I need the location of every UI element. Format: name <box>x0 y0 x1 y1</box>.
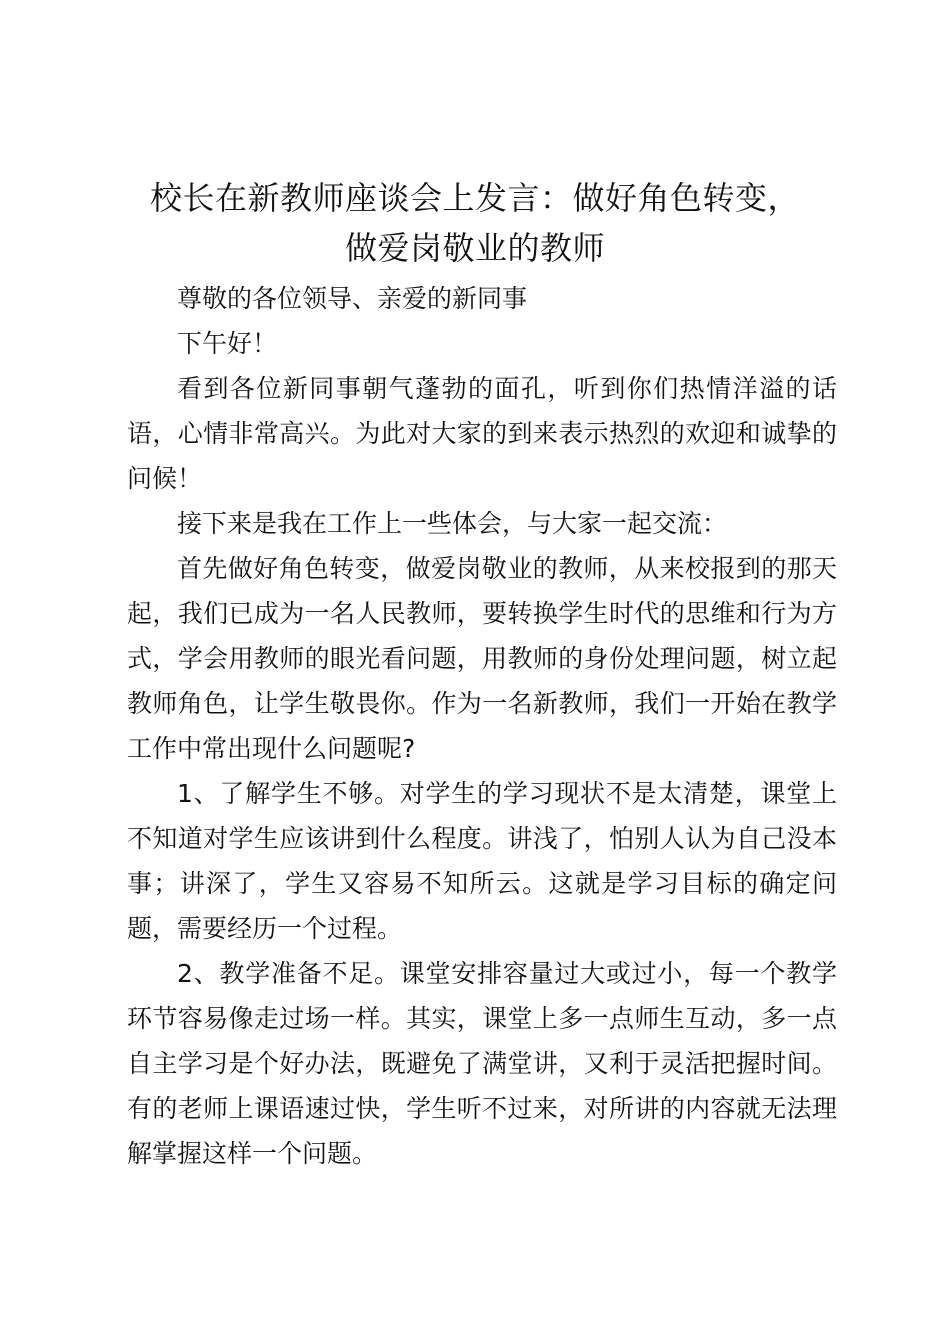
paragraph-role-change: 首先做好角色转变，做爱岗敬业的教师，从来校报到的那天起，我们已成为一名人民教师，要转换学生时代的思维和行为方式，学会用教师的眼光看问题，用教师的身份处理问题，树立起教师角色，让学生敬畏你。作为一名新教师，我们一开始在教学工作中常出现什么问题呢? <box>127 554 837 763</box>
paragraph-point-2: 2、教学准备不足。课堂安排容量过大或过小，每一个教学环节容易像走过场一样。其实，课堂上多一点师生互动，多一点自主学习是个好办法，既避免了满堂讲，又利于灵活把握时间。有的老师上课语速过快，学生听不过来，对所讲的内容就无法理解掌握这样一个问题。 <box>127 959 837 1168</box>
document-title-line-2: 做爱岗敬业的教师 <box>344 229 605 267</box>
document-title-line-1: 校长在新教师座谈会上发言：做好角色转变， <box>149 179 800 217</box>
greeting: 尊敬的各位领导、亲爱的新同事 <box>177 284 528 313</box>
salutation: 下午好！ <box>177 329 278 358</box>
paragraph-welcome: 看到各位新同事朝气蓬勃的面孔，听到你们热情洋溢的话语，心情非常高兴。为此对大家的到来表示热烈的欢迎和诚挚的问候！ <box>127 374 837 493</box>
paragraph-point-1: 1、了解学生不够。对学生的学习现状不是太清楚，课堂上不知道对学生应该讲到什么程度。讲浅了，怕别人认为自己没本事；讲深了，学生又容易不知所云。这就是学习目标的确定问题，需要经历一个过程。 <box>127 779 837 943</box>
paragraph-intro: 接下来是我在工作上一些体会，与大家一起交流： <box>177 509 728 538</box>
